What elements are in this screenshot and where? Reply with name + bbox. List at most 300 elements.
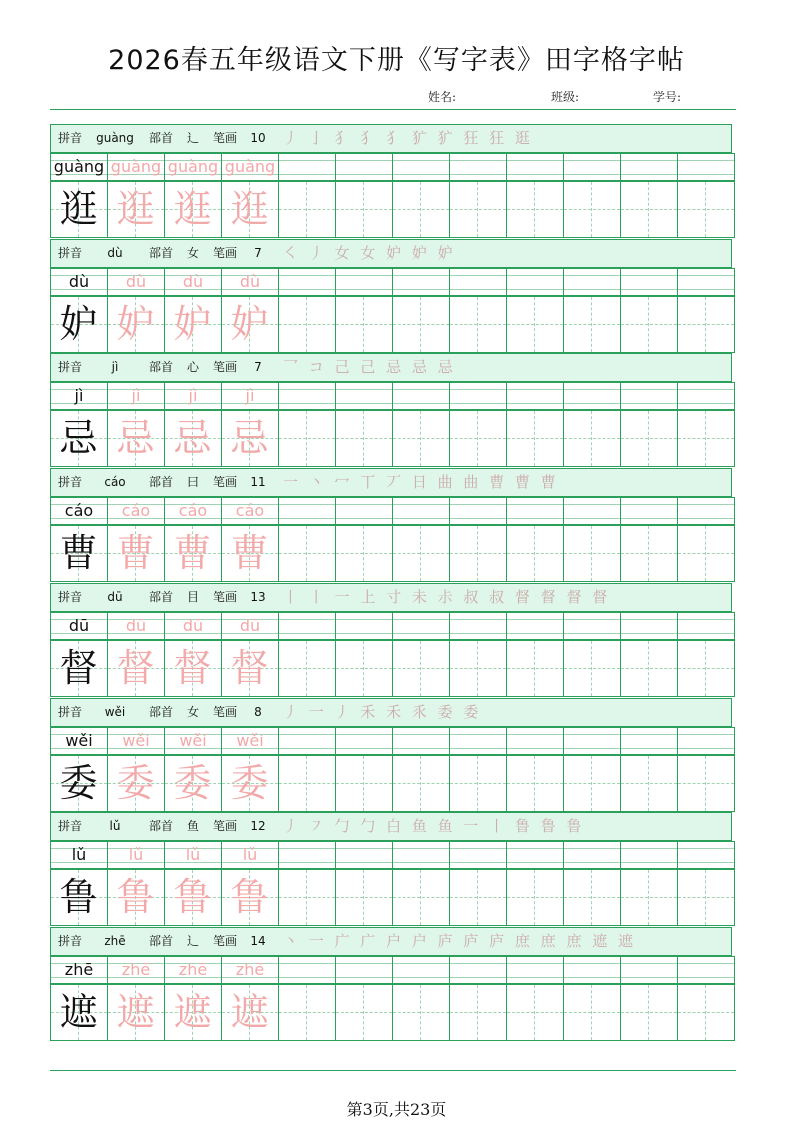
character-blank-cell[interactable]: [506, 525, 564, 582]
pinyin-blank-cell[interactable]: [620, 727, 678, 755]
trace-character: 妒: [173, 302, 212, 346]
pinyin-blank-cell[interactable]: [563, 382, 621, 410]
character-blank-cell[interactable]: [278, 410, 336, 467]
grid-guide-horizontal: [507, 209, 563, 210]
pinyin-blank-cell[interactable]: [449, 841, 507, 869]
pinyin-blank-cell[interactable]: [620, 153, 678, 181]
character-trace-cell: [221, 869, 279, 926]
character-trace-cell: [164, 296, 222, 353]
grid-guide-horizontal: [450, 783, 506, 784]
character-blank-cell[interactable]: [392, 181, 450, 238]
radical-value: 心: [186, 360, 199, 374]
grid-guide-vertical: [306, 182, 307, 237]
pinyin-value: cáo: [104, 475, 126, 489]
pinyin-model-cell: guàng: [50, 153, 108, 181]
pinyin-blank-cell[interactable]: [335, 956, 393, 984]
character-blank-cell[interactable]: [620, 640, 678, 697]
character-blank-cell[interactable]: [563, 755, 621, 812]
grid-guide-vertical: [306, 985, 307, 1040]
character-blank-cell[interactable]: [278, 640, 336, 697]
radical-value: 辶: [186, 131, 199, 145]
character-blank-cell[interactable]: [278, 869, 336, 926]
grid-guide-horizontal: [621, 1012, 677, 1013]
pinyin-blank-cell[interactable]: [563, 153, 621, 181]
pinyin-blank-cell[interactable]: [449, 268, 507, 296]
character-trace-cell: [107, 525, 165, 582]
character-blank-cell[interactable]: [449, 296, 507, 353]
grid-guide-horizontal: [279, 1012, 335, 1013]
pinyin-trace-cell: guàng: [107, 153, 165, 181]
pinyin-blank-cell[interactable]: [335, 382, 393, 410]
grid-guide-horizontal: [621, 324, 677, 325]
model-character: 鲁: [59, 875, 98, 919]
character-blank-cell[interactable]: [392, 525, 450, 582]
character-blank-cell[interactable]: [620, 181, 678, 238]
radical-value: 女: [186, 705, 199, 719]
character-block: [50, 124, 734, 238]
pinyin-blank-cell[interactable]: [620, 956, 678, 984]
pinyin-blank-cell[interactable]: [677, 956, 735, 984]
pinyin-blank-cell[interactable]: [506, 382, 564, 410]
character-info-strip: [50, 239, 732, 268]
trace-character: 妒: [116, 302, 155, 346]
character-blank-cell[interactable]: [677, 640, 735, 697]
radical-label: 部首: [148, 475, 173, 489]
pinyin-trace-cell: cáo: [164, 497, 222, 525]
pinyin-model-cell: cáo: [50, 497, 108, 525]
pinyin-trace-cell: jì: [221, 382, 279, 410]
pinyin-trace-cell: wěi: [164, 727, 222, 755]
trace-character: 委: [173, 761, 212, 805]
pinyin-blank-cell[interactable]: [563, 956, 621, 984]
pinyin-blank-cell[interactable]: [677, 382, 735, 410]
grid-guide-horizontal: [279, 438, 335, 439]
character-blank-cell[interactable]: [563, 640, 621, 697]
pinyin-blank-cell[interactable]: [335, 727, 393, 755]
stroke-count-label: 笔画: [212, 934, 237, 948]
trace-character: 忌: [173, 416, 212, 460]
grid-guide-vertical: [477, 182, 478, 237]
grid-guide-horizontal: [507, 783, 563, 784]
radical-value: 目: [186, 590, 199, 604]
pinyin-blank-cell[interactable]: [392, 497, 450, 525]
grid-guide-vertical: [591, 411, 592, 466]
grid-guide-horizontal: [678, 1012, 734, 1013]
character-blank-cell[interactable]: [506, 984, 564, 1041]
character-blank-cell[interactable]: [449, 984, 507, 1041]
pinyin-label: 拼音: [57, 246, 82, 260]
character-blank-cell[interactable]: [677, 525, 735, 582]
grid-guide-horizontal: [279, 324, 335, 325]
grid-guide-horizontal: [621, 668, 677, 669]
pinyin-blank-cell[interactable]: [449, 153, 507, 181]
trace-character: 委: [230, 761, 269, 805]
pinyin-trace-cell: dù: [221, 268, 279, 296]
grid-guide-horizontal: [564, 1012, 620, 1013]
grid-guide-vertical: [648, 182, 649, 237]
character-blank-cell[interactable]: [335, 869, 393, 926]
pinyin-blank-cell[interactable]: [506, 841, 564, 869]
grid-guide-vertical: [534, 870, 535, 925]
character-blank-cell[interactable]: [620, 755, 678, 812]
trace-character: 鲁: [116, 875, 155, 919]
grid-guide-horizontal: [507, 553, 563, 554]
radical-value: 女: [186, 246, 199, 260]
pinyin-model-cell: dū: [50, 612, 108, 640]
stroke-count-value: 10: [250, 131, 266, 145]
pinyin-blank-cell[interactable]: [392, 612, 450, 640]
character-blank-cell[interactable]: [392, 410, 450, 467]
pinyin-blank-cell[interactable]: [506, 153, 564, 181]
stroke-order-sequence: 丿 亅 犭 犭 犭 犷 犷 狂 狂 逛: [283, 129, 533, 147]
pinyin-writing-row: [50, 841, 732, 869]
pinyin-blank-cell[interactable]: [392, 727, 450, 755]
character-trace-cell: [221, 640, 279, 697]
pinyin-blank-cell[interactable]: [392, 841, 450, 869]
character-block: [50, 927, 734, 1041]
pinyin-trace-cell: lǔ: [164, 841, 222, 869]
pinyin-blank-cell[interactable]: [677, 153, 735, 181]
character-blank-cell[interactable]: [449, 755, 507, 812]
character-blank-cell[interactable]: [563, 181, 621, 238]
character-blank-cell[interactable]: [563, 410, 621, 467]
character-blank-cell[interactable]: [392, 984, 450, 1041]
page-title: 2026春五年级语文下册《写字表》田字格字帖: [108, 45, 685, 76]
pinyin-trace-cell: wěi: [107, 727, 165, 755]
pinyin-blank-cell[interactable]: [620, 268, 678, 296]
character-blank-cell[interactable]: [278, 181, 336, 238]
character-blank-cell[interactable]: [335, 640, 393, 697]
pinyin-value: dū: [107, 590, 123, 604]
trace-character: 忌: [230, 416, 269, 460]
stroke-count-value: 14: [250, 934, 266, 948]
stroke-count-value: 13: [250, 590, 266, 604]
character-blank-cell[interactable]: [677, 410, 735, 467]
radical-value: 辶: [186, 934, 199, 948]
character-blank-cell[interactable]: [677, 296, 735, 353]
pinyin-blank-cell[interactable]: [563, 497, 621, 525]
pinyin-blank-cell[interactable]: [563, 727, 621, 755]
student-id-label: 学号:: [653, 90, 682, 104]
grid-guide-horizontal: [678, 438, 734, 439]
character-blank-cell[interactable]: [449, 525, 507, 582]
pinyin-trace-cell: dù: [164, 268, 222, 296]
header-divider: [50, 109, 736, 110]
character-trace-cell: [221, 410, 279, 467]
character-trace-cell: [107, 640, 165, 697]
pinyin-value: lǔ: [109, 819, 121, 833]
trace-character: 鲁: [173, 875, 212, 919]
tianzige-writing-row: [50, 181, 732, 238]
character-blank-cell[interactable]: [677, 755, 735, 812]
pinyin-label: 拼音: [57, 475, 82, 489]
character-trace-cell: [164, 181, 222, 238]
grid-guide-vertical: [534, 526, 535, 581]
character-blank-cell[interactable]: [278, 296, 336, 353]
grid-guide-horizontal: [336, 897, 392, 898]
character-blank-cell[interactable]: [563, 296, 621, 353]
grid-guide-horizontal: [507, 668, 563, 669]
pinyin-model-cell: dù: [50, 268, 108, 296]
character-blank-cell[interactable]: [449, 869, 507, 926]
pinyin-blank-cell[interactable]: [563, 268, 621, 296]
pinyin-label: 拼音: [57, 131, 82, 145]
pinyin-label: 拼音: [57, 934, 82, 948]
pinyin-blank-cell[interactable]: [677, 612, 735, 640]
character-blank-cell[interactable]: [620, 984, 678, 1041]
pinyin-blank-cell[interactable]: [449, 382, 507, 410]
character-blank-cell[interactable]: [392, 640, 450, 697]
pinyin-writing-row: [50, 153, 732, 181]
pinyin-model-cell: jì: [50, 382, 108, 410]
character-blank-cell[interactable]: [506, 869, 564, 926]
stroke-count-value: 12: [250, 819, 266, 833]
character-blank-cell[interactable]: [335, 410, 393, 467]
grid-guide-horizontal: [393, 438, 449, 439]
character-model-cell: [50, 755, 108, 812]
pinyin-blank-cell[interactable]: [278, 153, 336, 181]
character-blank-cell[interactable]: [506, 640, 564, 697]
tianzige-writing-row: [50, 984, 732, 1041]
grid-guide-vertical: [591, 870, 592, 925]
grid-guide-vertical: [363, 756, 364, 811]
grid-guide-horizontal: [564, 209, 620, 210]
character-blank-cell[interactable]: [392, 296, 450, 353]
grid-guide-horizontal: [450, 668, 506, 669]
pinyin-blank-cell[interactable]: [620, 497, 678, 525]
pinyin-value: jì: [111, 360, 119, 374]
grid-guide-vertical: [420, 297, 421, 352]
character-blank-cell[interactable]: [449, 181, 507, 238]
pinyin-trace-cell: dū: [221, 612, 279, 640]
pinyin-blank-cell[interactable]: [335, 841, 393, 869]
character-blank-cell[interactable]: [620, 296, 678, 353]
pinyin-blank-cell[interactable]: [392, 956, 450, 984]
grid-guide-vertical: [705, 985, 706, 1040]
pinyin-blank-cell[interactable]: [278, 727, 336, 755]
pinyin-blank-cell[interactable]: [335, 612, 393, 640]
pinyin-blank-cell[interactable]: [506, 612, 564, 640]
character-blank-cell[interactable]: [620, 869, 678, 926]
grid-guide-vertical: [477, 411, 478, 466]
character-blank-cell[interactable]: [392, 755, 450, 812]
pinyin-trace-cell: guàng: [221, 153, 279, 181]
character-blank-cell[interactable]: [278, 525, 336, 582]
radical-value: 曰: [186, 475, 199, 489]
stroke-order-sequence: 丿 ㇇ 勹 勹 白 鱼 鱼 一 丨 鲁 鲁 鲁: [283, 817, 585, 835]
pinyin-blank-cell[interactable]: [677, 841, 735, 869]
character-trace-cell: [221, 984, 279, 1041]
pinyin-label: 拼音: [57, 819, 82, 833]
pinyin-blank-cell[interactable]: [506, 956, 564, 984]
grid-guide-horizontal: [678, 668, 734, 669]
character-model-cell: [50, 984, 108, 1041]
character-blank-cell[interactable]: [506, 181, 564, 238]
grid-guide-horizontal: [621, 897, 677, 898]
model-character: 妒: [59, 302, 98, 346]
stroke-order-sequence: 一 丶 冖 丅 丆 日 曲 曲 曹 曹 曹: [283, 473, 559, 491]
character-blank-cell[interactable]: [563, 869, 621, 926]
tianzige-writing-row: [50, 296, 732, 353]
grid-guide-horizontal: [678, 324, 734, 325]
stroke-count-label: 笔画: [212, 590, 237, 604]
pinyin-blank-cell[interactable]: [506, 727, 564, 755]
character-blank-cell[interactable]: [620, 410, 678, 467]
character-trace-cell: [107, 984, 165, 1041]
trace-character: 妒: [230, 302, 269, 346]
grid-guide-vertical: [420, 182, 421, 237]
pinyin-writing-row: [50, 268, 732, 296]
pinyin-blank-cell[interactable]: [677, 497, 735, 525]
pinyin-blank-cell[interactable]: [278, 497, 336, 525]
grid-guide-horizontal: [621, 783, 677, 784]
character-blank-cell[interactable]: [278, 984, 336, 1041]
pinyin-blank-cell[interactable]: [563, 841, 621, 869]
character-blank-cell[interactable]: [335, 181, 393, 238]
character-model-cell: [50, 525, 108, 582]
pinyin-blank-cell[interactable]: [392, 268, 450, 296]
grid-guide-vertical: [705, 411, 706, 466]
model-character: 忌: [59, 416, 98, 460]
character-blank-cell[interactable]: [677, 181, 735, 238]
pinyin-blank-cell[interactable]: [278, 382, 336, 410]
radical-value: 鱼: [186, 819, 199, 833]
pinyin-blank-cell[interactable]: [278, 612, 336, 640]
character-blank-cell[interactable]: [335, 296, 393, 353]
character-info-strip: [50, 124, 732, 153]
pinyin-blank-cell[interactable]: [335, 497, 393, 525]
character-block: [50, 353, 734, 467]
grid-guide-vertical: [648, 756, 649, 811]
grid-guide-vertical: [591, 526, 592, 581]
grid-guide-vertical: [363, 411, 364, 466]
tianzige-writing-row: [50, 755, 732, 812]
character-blank-cell[interactable]: [278, 755, 336, 812]
radical-label: 部首: [148, 131, 173, 145]
character-trace-cell: [107, 296, 165, 353]
pinyin-blank-cell[interactable]: [620, 382, 678, 410]
character-blank-cell[interactable]: [620, 525, 678, 582]
pinyin-writing-row: [50, 497, 732, 525]
trace-character: 逛: [230, 187, 269, 231]
pinyin-blank-cell[interactable]: [449, 727, 507, 755]
pinyin-blank-cell[interactable]: [449, 497, 507, 525]
pinyin-blank-cell[interactable]: [506, 268, 564, 296]
grid-guide-vertical: [306, 870, 307, 925]
trace-character: 委: [116, 761, 155, 805]
character-model-cell: [50, 869, 108, 926]
grid-guide-horizontal: [507, 324, 563, 325]
stroke-count-label: 笔画: [212, 819, 237, 833]
character-blank-cell[interactable]: [335, 755, 393, 812]
grid-guide-horizontal: [336, 1012, 392, 1013]
radical-label: 部首: [148, 705, 173, 719]
stroke-count-label: 笔画: [212, 705, 237, 719]
character-blank-cell[interactable]: [677, 869, 735, 926]
stroke-count-value: 7: [254, 360, 262, 374]
grid-guide-horizontal: [450, 553, 506, 554]
character-blank-cell[interactable]: [335, 525, 393, 582]
character-blank-cell[interactable]: [677, 984, 735, 1041]
grid-guide-vertical: [363, 297, 364, 352]
student-info-row: [0, 88, 793, 106]
grid-guide-vertical: [648, 870, 649, 925]
grid-guide-horizontal: [678, 209, 734, 210]
character-trace-cell: [107, 410, 165, 467]
name-label: 姓名:: [428, 90, 457, 104]
grid-guide-vertical: [477, 526, 478, 581]
pinyin-model-cell: lǔ: [50, 841, 108, 869]
grid-guide-vertical: [648, 985, 649, 1040]
grid-guide-horizontal: [507, 438, 563, 439]
grid-guide-horizontal: [507, 897, 563, 898]
grid-guide-vertical: [477, 297, 478, 352]
grid-guide-horizontal: [564, 783, 620, 784]
character-trace-cell: [107, 869, 165, 926]
pinyin-blank-cell[interactable]: [278, 268, 336, 296]
character-trace-cell: [221, 296, 279, 353]
pinyin-trace-cell: zhē: [164, 956, 222, 984]
character-blank-cell[interactable]: [506, 755, 564, 812]
character-trace-cell: [164, 640, 222, 697]
character-blank-cell[interactable]: [506, 410, 564, 467]
character-blank-cell[interactable]: [563, 984, 621, 1041]
pinyin-blank-cell[interactable]: [620, 841, 678, 869]
character-blank-cell[interactable]: [563, 525, 621, 582]
character-blank-cell[interactable]: [449, 640, 507, 697]
grid-guide-horizontal: [393, 668, 449, 669]
pinyin-blank-cell[interactable]: [620, 612, 678, 640]
character-blank-cell[interactable]: [392, 869, 450, 926]
trace-character: 曹: [173, 531, 212, 575]
grid-guide-vertical: [705, 870, 706, 925]
grid-guide-horizontal: [336, 209, 392, 210]
pinyin-blank-cell[interactable]: [449, 956, 507, 984]
pinyin-blank-cell[interactable]: [392, 153, 450, 181]
grid-guide-vertical: [363, 985, 364, 1040]
grid-guide-vertical: [648, 641, 649, 696]
grid-guide-horizontal: [564, 438, 620, 439]
pinyin-trace-cell: zhē: [221, 956, 279, 984]
pinyin-blank-cell[interactable]: [335, 153, 393, 181]
pinyin-blank-cell[interactable]: [392, 382, 450, 410]
pinyin-blank-cell[interactable]: [677, 727, 735, 755]
pinyin-model-cell: wěi: [50, 727, 108, 755]
pinyin-blank-cell[interactable]: [278, 956, 336, 984]
character-trace-cell: [107, 181, 165, 238]
pinyin-trace-cell: dù: [107, 268, 165, 296]
pinyin-blank-cell[interactable]: [677, 268, 735, 296]
pinyin-blank-cell[interactable]: [563, 612, 621, 640]
grid-guide-horizontal: [279, 897, 335, 898]
character-info-strip: [50, 698, 732, 727]
character-block: [50, 812, 734, 926]
pinyin-blank-cell[interactable]: [335, 268, 393, 296]
character-blank-cell[interactable]: [449, 410, 507, 467]
grid-guide-vertical: [363, 641, 364, 696]
grid-guide-vertical: [363, 182, 364, 237]
pinyin-blank-cell[interactable]: [278, 841, 336, 869]
pinyin-trace-cell: wěi: [221, 727, 279, 755]
character-model-cell: [50, 296, 108, 353]
radical-label: 部首: [148, 819, 173, 833]
character-trace-cell: [107, 755, 165, 812]
character-blank-cell[interactable]: [335, 984, 393, 1041]
character-blank-cell[interactable]: [506, 296, 564, 353]
pinyin-blank-cell[interactable]: [449, 612, 507, 640]
pinyin-blank-cell[interactable]: [506, 497, 564, 525]
grid-guide-vertical: [648, 297, 649, 352]
